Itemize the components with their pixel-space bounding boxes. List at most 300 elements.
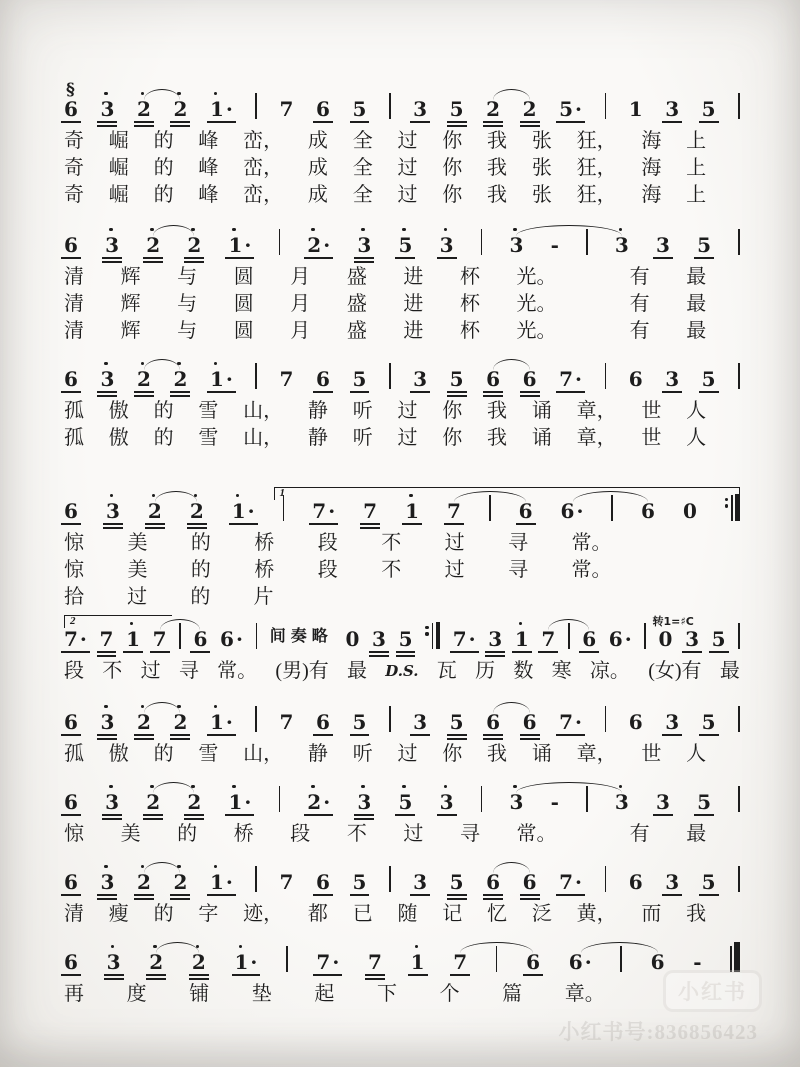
- underline: [97, 738, 117, 740]
- note-5: 5: [702, 712, 716, 741]
- note-3: 3: [413, 99, 427, 128]
- lyric-syllable: 惊: [64, 823, 84, 845]
- underline: [134, 391, 154, 393]
- lyric-syllable: 有: [629, 266, 650, 288]
- note-5: 5: [702, 99, 716, 128]
- note-3: 3: [413, 712, 427, 741]
- score-line-7: [64, 777, 740, 848]
- barline: [738, 786, 740, 812]
- barline: [605, 363, 607, 389]
- note-6: 6: [64, 99, 78, 128]
- lyric-syllable: 我: [487, 400, 508, 422]
- duration-dot: ·: [323, 233, 331, 257]
- note-6: 6: [316, 369, 330, 398]
- lyric-syllable: 常。: [571, 559, 612, 581]
- note-7: 7: [368, 952, 382, 981]
- lyric-syllable: 静: [307, 427, 328, 449]
- lyric-syllable: 崛: [108, 184, 129, 206]
- watermark-badge: 小红书: [663, 970, 762, 1012]
- tie-arc: [144, 89, 180, 100]
- lyric-syllable: 盛: [346, 266, 367, 288]
- barline: [389, 93, 391, 119]
- lyric-syllable: 不: [381, 559, 402, 581]
- lyric-syllable: 数: [513, 660, 534, 682]
- lyric-syllable: 圆: [233, 266, 254, 288]
- note-7: 7 ·: [453, 629, 476, 658]
- lyric-syllable: 的: [153, 157, 174, 179]
- octave-dot: [141, 865, 144, 868]
- note-6: 6: [486, 872, 500, 901]
- lyric-syllable: 清: [64, 293, 84, 315]
- lyric-syllable: 有: [629, 320, 650, 342]
- barline: [738, 229, 740, 255]
- underline: [143, 257, 163, 259]
- underline: [396, 655, 416, 657]
- lyric-syllable: 惊: [64, 559, 84, 581]
- underline: [170, 894, 190, 896]
- note-6: 6: [64, 369, 78, 398]
- lyric-syllable: 上: [686, 157, 707, 179]
- octave-dot: [239, 945, 242, 948]
- lyric-syllable: 你: [442, 427, 463, 449]
- lyric-syllable: 听: [352, 427, 373, 449]
- note-1: 1 ·: [228, 792, 251, 821]
- tie-arc: [144, 359, 180, 370]
- lyric-syllable: 张: [531, 184, 552, 206]
- note-6: 6 ·: [560, 499, 584, 523]
- underline: [408, 974, 428, 976]
- lyric-syllable: 的: [153, 130, 174, 152]
- underline: [694, 257, 714, 259]
- underline: [662, 894, 682, 896]
- note-5: 5: [450, 712, 464, 741]
- lyric-syllable: 圆: [233, 320, 254, 342]
- volta-label: 1: [279, 487, 286, 499]
- note-2: 2: [137, 369, 151, 398]
- lyric-row: [64, 530, 612, 557]
- underline: [170, 121, 190, 123]
- note-7: 7: [447, 501, 461, 530]
- lyric-syllable: 而: [641, 903, 662, 925]
- lyric-row: [64, 398, 706, 425]
- note-7: 7: [453, 952, 467, 981]
- note-3: 3: [656, 792, 670, 821]
- lyric-syllable: 辉: [120, 320, 141, 342]
- note-2: 2: [173, 872, 187, 901]
- note-6: 6: [64, 792, 78, 821]
- lyric-syllable: 雪: [198, 427, 219, 449]
- underline: [313, 734, 333, 736]
- underline: [102, 257, 122, 259]
- lyric-row: [64, 658, 740, 685]
- note-6: 6: [523, 369, 537, 398]
- note-3: 3: [685, 629, 699, 658]
- lyric-syllable: 寻: [459, 823, 480, 845]
- underline: [189, 978, 209, 980]
- underline: [123, 651, 143, 653]
- underline: [520, 738, 540, 740]
- repeat-end-barline: [425, 622, 440, 649]
- lyric-syllable: 过: [397, 184, 418, 206]
- lyric-syllable: 诵: [531, 743, 552, 765]
- lyric-syllable: 我: [487, 427, 508, 449]
- underline: [450, 651, 479, 653]
- lyric-syllable: 拾: [64, 586, 84, 608]
- lyric-syllable: 成: [307, 130, 328, 152]
- lyric-syllable: 奇: [64, 157, 84, 179]
- lyric-syllable: 成: [307, 157, 328, 179]
- lyric-syllable: 过: [444, 532, 465, 554]
- note-6: 6: [523, 712, 537, 741]
- note-3: 3: [615, 792, 629, 821]
- notes-row: [64, 777, 740, 821]
- underline: [699, 121, 719, 123]
- underline: [102, 818, 122, 820]
- lyric-syllable: 度: [126, 983, 147, 1005]
- lyric-syllable: 奇: [64, 130, 84, 152]
- lyric-syllable: 峰: [198, 184, 219, 206]
- note-5: 5: [353, 369, 367, 398]
- underline: [61, 894, 81, 896]
- note-5: 5: [450, 369, 464, 398]
- score: [64, 80, 740, 1017]
- lyric-row: [64, 155, 706, 182]
- notes-row: [64, 614, 740, 658]
- note-2: 2: [192, 952, 206, 981]
- underline: [104, 978, 124, 980]
- tie-arc: [155, 491, 197, 502]
- lyric-syllable: 铺: [189, 983, 210, 1005]
- underline: [396, 651, 416, 653]
- note-3: 3: [665, 712, 679, 741]
- underline: [395, 257, 415, 259]
- lyric-syllable: 杯: [459, 320, 480, 342]
- underline: [556, 734, 585, 736]
- lyric-row: [64, 318, 706, 345]
- underline: [483, 898, 503, 900]
- lyric-syllable: 寻: [508, 532, 529, 554]
- underline: [520, 121, 540, 123]
- note-2: 2: [137, 872, 151, 901]
- underline: [150, 651, 170, 653]
- barline: [738, 93, 740, 119]
- underline: [365, 978, 385, 980]
- lyric-syllable: 过: [140, 660, 161, 682]
- score-line-3: [64, 354, 740, 452]
- underline: [134, 395, 154, 397]
- lyric-syllable: 个: [439, 983, 460, 1005]
- note-3: 3: [357, 235, 371, 264]
- lyric-row: [64, 557, 612, 584]
- lyric-syllable: 张: [531, 157, 552, 179]
- note-5: 5: [697, 792, 711, 821]
- underline: [170, 395, 190, 397]
- note-7: 7: [279, 710, 294, 734]
- octave-dot: [104, 705, 107, 708]
- barline: [255, 706, 257, 732]
- note--: -: [550, 233, 559, 257]
- underline: [354, 818, 374, 820]
- lyric-syllable: 与: [177, 320, 198, 342]
- tie-arc: [156, 942, 199, 953]
- note-1: 1: [126, 629, 140, 658]
- lyric-syllable: 圆: [233, 293, 254, 315]
- underline: [225, 257, 254, 259]
- lyric-syllable: 峦，: [243, 184, 284, 206]
- note-6: 6: [316, 99, 330, 128]
- lyric-syllable: 已: [352, 903, 373, 925]
- tie-arc: [153, 782, 194, 793]
- note-5: 5: [702, 369, 716, 398]
- underline: [103, 527, 123, 529]
- lyric-syllable: 最: [686, 823, 707, 845]
- octave-dot: [236, 494, 239, 497]
- note-2: 2: [486, 99, 500, 128]
- lyric-syllable: 的: [177, 823, 198, 845]
- underline: [410, 894, 430, 896]
- octave-dot: [150, 228, 153, 231]
- inline-text: 间奏略: [269, 628, 333, 645]
- lyric-syllable: 进: [403, 320, 424, 342]
- lyric-syllable: 过: [397, 130, 418, 152]
- note-3: 3: [100, 99, 114, 128]
- underline: [313, 894, 333, 896]
- lyric-syllable: 章，: [576, 400, 617, 422]
- underline: [61, 523, 81, 525]
- octave-dot: [402, 785, 405, 788]
- lyric-syllable: 段: [317, 559, 338, 581]
- duration-dot: ·: [235, 627, 243, 651]
- lyric-syllable: 静: [307, 400, 328, 422]
- final-barline: [730, 942, 740, 972]
- lyric-syllable: 世: [641, 427, 662, 449]
- underline: [350, 894, 370, 896]
- note-7: 7 ·: [559, 369, 582, 398]
- underline: [145, 523, 165, 525]
- underline: [225, 814, 254, 816]
- note-5: 5: [697, 235, 711, 264]
- duration-dot: ·: [225, 97, 233, 121]
- octave-dot: [361, 228, 364, 231]
- lyric-syllable: 与: [177, 293, 198, 315]
- lyric-syllable: 与: [177, 266, 198, 288]
- underline: [232, 974, 261, 976]
- note-7: 7: [100, 629, 114, 658]
- lyric-syllable: 清: [64, 903, 84, 925]
- lyric-syllable: 辉: [120, 266, 141, 288]
- lyric-syllable: 你: [442, 400, 463, 422]
- barline: [738, 363, 740, 389]
- note-1: 1: [405, 501, 419, 530]
- lyric-syllable: 泛: [531, 903, 552, 925]
- lyric-row: [64, 291, 706, 318]
- underline: [134, 125, 154, 127]
- underline: [485, 655, 505, 657]
- note-5: 5: [450, 99, 464, 128]
- lyric-syllable: 人: [686, 427, 707, 449]
- underline: [184, 814, 204, 816]
- underline: [184, 818, 204, 820]
- note-6: 6: [64, 712, 78, 741]
- tie-arc: [144, 702, 180, 713]
- note-1: 1: [628, 97, 643, 121]
- lyric-syllable: 杯: [459, 266, 480, 288]
- lyric-syllable: 诵: [531, 427, 552, 449]
- lyric-row: [64, 425, 706, 452]
- note-6: 6: [650, 950, 665, 974]
- duration-dot: ·: [247, 499, 255, 523]
- lyric-syllable: 过: [397, 427, 418, 449]
- segno-icon: §: [66, 80, 75, 100]
- underline: [520, 391, 540, 393]
- note-3: 3: [100, 872, 114, 901]
- lyric-syllable: 我: [487, 130, 508, 152]
- note-3: 3: [488, 629, 502, 658]
- lyric-syllable: 最: [719, 660, 740, 682]
- lyric-syllable: 寻: [508, 559, 529, 581]
- lyric-syllable: 傲: [108, 427, 129, 449]
- octave-dot: [519, 622, 522, 625]
- lyric-syllable: 孤: [64, 743, 84, 765]
- tie-arc: [516, 225, 622, 236]
- key-change-annotation: 转1=♯C: [652, 615, 694, 628]
- underline: [189, 974, 209, 976]
- underline: [170, 734, 190, 736]
- octave-dot: [311, 785, 314, 788]
- underline: [143, 818, 163, 820]
- note-3: 3: [357, 792, 371, 821]
- barline: [481, 229, 483, 255]
- lyric-syllable: 狂，: [576, 157, 617, 179]
- note-7: 7 ·: [559, 712, 582, 741]
- score-line-1: [64, 80, 740, 209]
- lyric-syllable: 狂，: [576, 130, 617, 152]
- note-2: 2: [187, 792, 201, 821]
- underline: [447, 395, 467, 397]
- note-6: 6: [628, 367, 643, 391]
- note-6: 6 ·: [568, 950, 592, 974]
- duration-dot: ·: [332, 950, 340, 974]
- underline: [61, 391, 81, 393]
- lyric-syllable: 峰: [198, 130, 219, 152]
- lyric-syllable: 上: [686, 130, 707, 152]
- lyric-syllable: 章，: [576, 743, 617, 765]
- underline: [170, 391, 190, 393]
- underline: [97, 734, 117, 736]
- underline: [61, 734, 81, 736]
- volta-label: 2: [70, 615, 76, 627]
- note-6: 6: [628, 870, 643, 894]
- octave-dot: [232, 228, 235, 231]
- underline: [365, 974, 385, 976]
- lyric-syllable: 篇: [502, 983, 523, 1005]
- underline: [653, 257, 673, 259]
- barline: [481, 786, 483, 812]
- lyric-syllable: 辉: [120, 293, 141, 315]
- underline: [143, 814, 163, 816]
- tie-arc: [460, 942, 533, 953]
- lyric-syllable: 光。: [516, 293, 557, 315]
- lyric-syllable: 你: [442, 743, 463, 765]
- lyric-syllable: 忆: [487, 903, 508, 925]
- lyric-row: [64, 128, 706, 155]
- note-1: 1 ·: [210, 99, 233, 128]
- lyric-syllable: 最: [347, 660, 368, 682]
- underline: [313, 121, 333, 123]
- lyric-syllable: 凉。: [589, 660, 630, 682]
- barline: [389, 363, 391, 389]
- lyric-syllable: 海: [641, 157, 662, 179]
- lyric-syllable: 不: [346, 823, 367, 845]
- underline: [410, 121, 430, 123]
- underline: [145, 527, 165, 529]
- underline: [369, 655, 389, 657]
- note-2: 2: [173, 369, 187, 398]
- underline: [520, 898, 540, 900]
- note-3: 3: [656, 235, 670, 264]
- lyric-syllable: 我: [487, 184, 508, 206]
- underline: [350, 391, 370, 393]
- lyric-syllable: 瓦: [436, 660, 457, 682]
- note-1: 1 ·: [232, 501, 255, 530]
- underline: [437, 257, 457, 259]
- octave-dot: [109, 785, 112, 788]
- octave-dot: [311, 228, 314, 231]
- underline: [538, 651, 558, 653]
- underline: [447, 898, 467, 900]
- tie-arc: [153, 225, 194, 236]
- note-6: 6: [64, 235, 78, 264]
- underline: [97, 391, 117, 393]
- note-5: 5: [353, 872, 367, 901]
- note-3: 3: [440, 792, 454, 821]
- note-3: 3: [665, 99, 679, 128]
- underline: [61, 814, 81, 816]
- notes-row: [64, 697, 740, 741]
- underline: [103, 523, 123, 525]
- lyric-syllable: 盛: [346, 293, 367, 315]
- note-1: 1 ·: [235, 952, 258, 981]
- lyric-syllable: 山，: [243, 400, 284, 422]
- lyric-row: [64, 741, 706, 768]
- lyric-syllable: 常。: [217, 660, 258, 682]
- octave-dot: [444, 228, 447, 231]
- underline: [483, 125, 503, 127]
- underline: [102, 261, 122, 263]
- notes-row: [64, 220, 740, 264]
- lyric-syllable: 的: [153, 184, 174, 206]
- lyric-syllable: 桥: [233, 823, 254, 845]
- lyric-row: [64, 182, 706, 209]
- lyric-syllable: 寒: [551, 660, 572, 682]
- lyric-syllable: 世: [641, 400, 662, 422]
- underline: [170, 898, 190, 900]
- underline: [97, 395, 117, 397]
- underline: [350, 734, 370, 736]
- octave-dot: [153, 945, 156, 948]
- underline: [134, 121, 154, 123]
- lyric-syllable: 最: [686, 266, 707, 288]
- lyric-syllable: 清: [64, 320, 84, 342]
- barline: [605, 706, 607, 732]
- underline: [207, 734, 236, 736]
- octave-dot: [111, 945, 114, 948]
- note-7: 7 ·: [316, 952, 339, 981]
- underline: [184, 261, 204, 263]
- underline: [402, 523, 422, 525]
- duration-dot: ·: [225, 870, 233, 894]
- note-2: 2: [149, 952, 163, 981]
